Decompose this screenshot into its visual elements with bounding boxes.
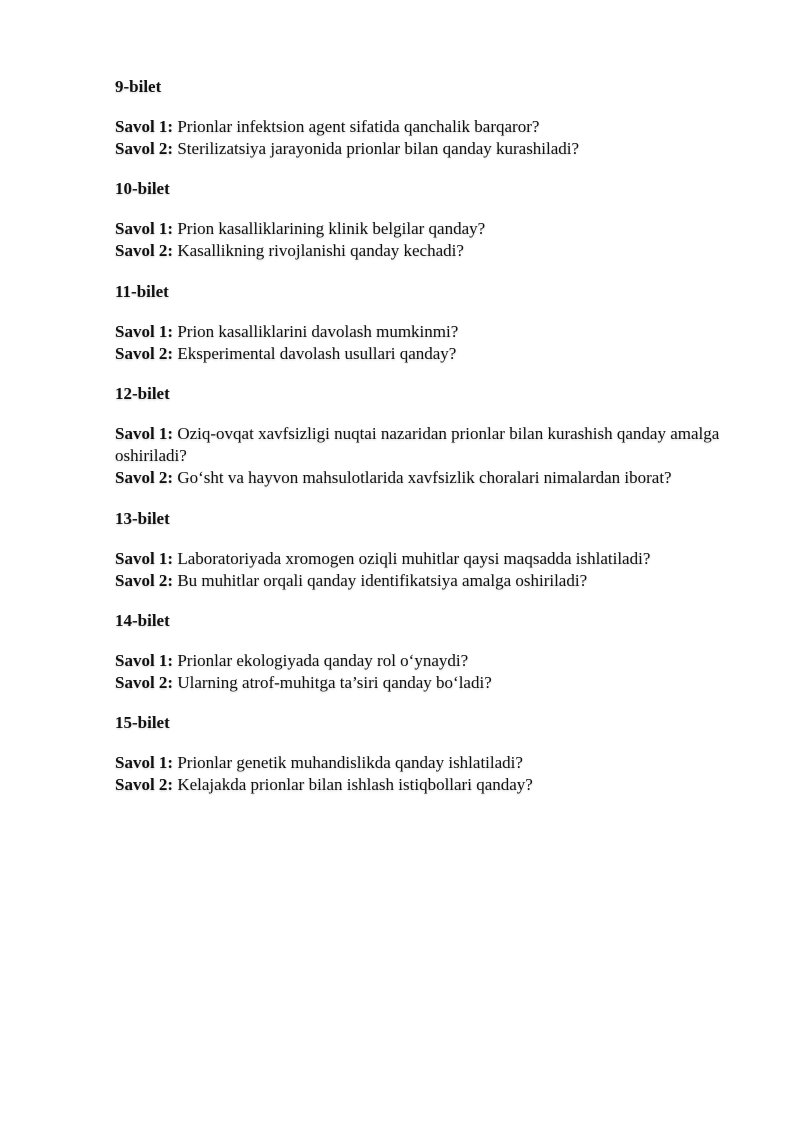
question-text: Ularning atrof-muhitga ta’siri qanday bo‘ladi? [177, 673, 492, 692]
question-list [115, 116, 755, 160]
question-text: Prionlar genetik muhandislikda qanday ishlatiladi? [177, 753, 523, 772]
question-text: Kasallikning rivojlanishi qanday kechadi? [177, 241, 464, 260]
ticket-title: 10-bilet [115, 179, 170, 198]
ticket-section [115, 76, 755, 160]
ticket-section [115, 383, 755, 489]
ticket-section [115, 508, 755, 592]
ticket-title: 13-bilet [115, 509, 170, 528]
question-item [115, 343, 755, 365]
ticket-title: 9-bilet [115, 77, 162, 96]
ticket-section [115, 281, 755, 365]
question-item [115, 548, 755, 570]
question-text: Eksperimental davolash usullari qanday? [177, 344, 457, 363]
question-label: Savol 2: [115, 139, 174, 158]
question-text: Prion kasalliklarini davolash mumkinmi? [177, 322, 459, 341]
question-list [115, 423, 755, 489]
question-text: Prionlar ekologiyada qanday rol o‘ynaydi? [177, 651, 469, 670]
ticket-title: 14-bilet [115, 611, 170, 630]
question-label: Savol 2: [115, 571, 174, 590]
question-list [115, 218, 755, 262]
question-text: Prion kasalliklarining klinik belgilar qanday? [177, 219, 486, 238]
question-label: Savol 1: [115, 424, 174, 443]
question-text: Bu muhitlar orqali qanday identifikatsiya amalga oshiriladi? [177, 571, 588, 590]
question-text: Oziq-ovqat xavfsizligi nuqtai nazaridan prionlar bilan kurashish qanday amalga oshiriladi? [115, 424, 720, 465]
question-item [115, 423, 755, 467]
ticket-title: 11-bilet [115, 282, 169, 301]
ticket-title: 15-bilet [115, 713, 170, 732]
ticket-section [115, 712, 755, 796]
question-label: Savol 1: [115, 549, 174, 568]
question-list [115, 321, 755, 365]
ticket-title: 12-bilet [115, 384, 170, 403]
question-list [115, 548, 755, 592]
question-item [115, 570, 755, 592]
question-item [115, 774, 755, 796]
question-item [115, 467, 755, 489]
question-label: Savol 1: [115, 219, 174, 238]
question-text: Kelajakda prionlar bilan ishlash istiqbollari qanday? [177, 775, 533, 794]
question-item [115, 752, 755, 774]
question-list [115, 752, 755, 796]
ticket-section [115, 178, 755, 262]
question-label: Savol 2: [115, 344, 174, 363]
question-label: Savol 1: [115, 117, 174, 136]
question-label: Savol 2: [115, 775, 174, 794]
question-label: Savol 1: [115, 753, 174, 772]
question-label: Savol 2: [115, 468, 174, 487]
question-item [115, 138, 755, 160]
question-list [115, 650, 755, 694]
question-item [115, 672, 755, 694]
question-label: Savol 2: [115, 673, 174, 692]
question-item [115, 321, 755, 343]
question-text: Sterilizatsiya jarayonida prionlar bilan qanday kurashiladi? [177, 139, 580, 158]
question-item [115, 240, 755, 262]
question-item [115, 116, 755, 138]
question-item [115, 218, 755, 240]
ticket-section [115, 610, 755, 694]
question-item [115, 650, 755, 672]
question-label: Savol 1: [115, 651, 174, 670]
question-label: Savol 2: [115, 241, 174, 260]
question-label: Savol 1: [115, 322, 174, 341]
question-text: Go‘sht va hayvon mahsulotlarida xavfsizlik choralari nimalardan iborat? [177, 468, 672, 487]
question-text: Laboratoriyada xromogen oziqli muhitlar qaysi maqsadda ishlatiladi? [177, 549, 651, 568]
question-text: Prionlar infektsion agent sifatida qanchalik barqaror? [177, 117, 540, 136]
